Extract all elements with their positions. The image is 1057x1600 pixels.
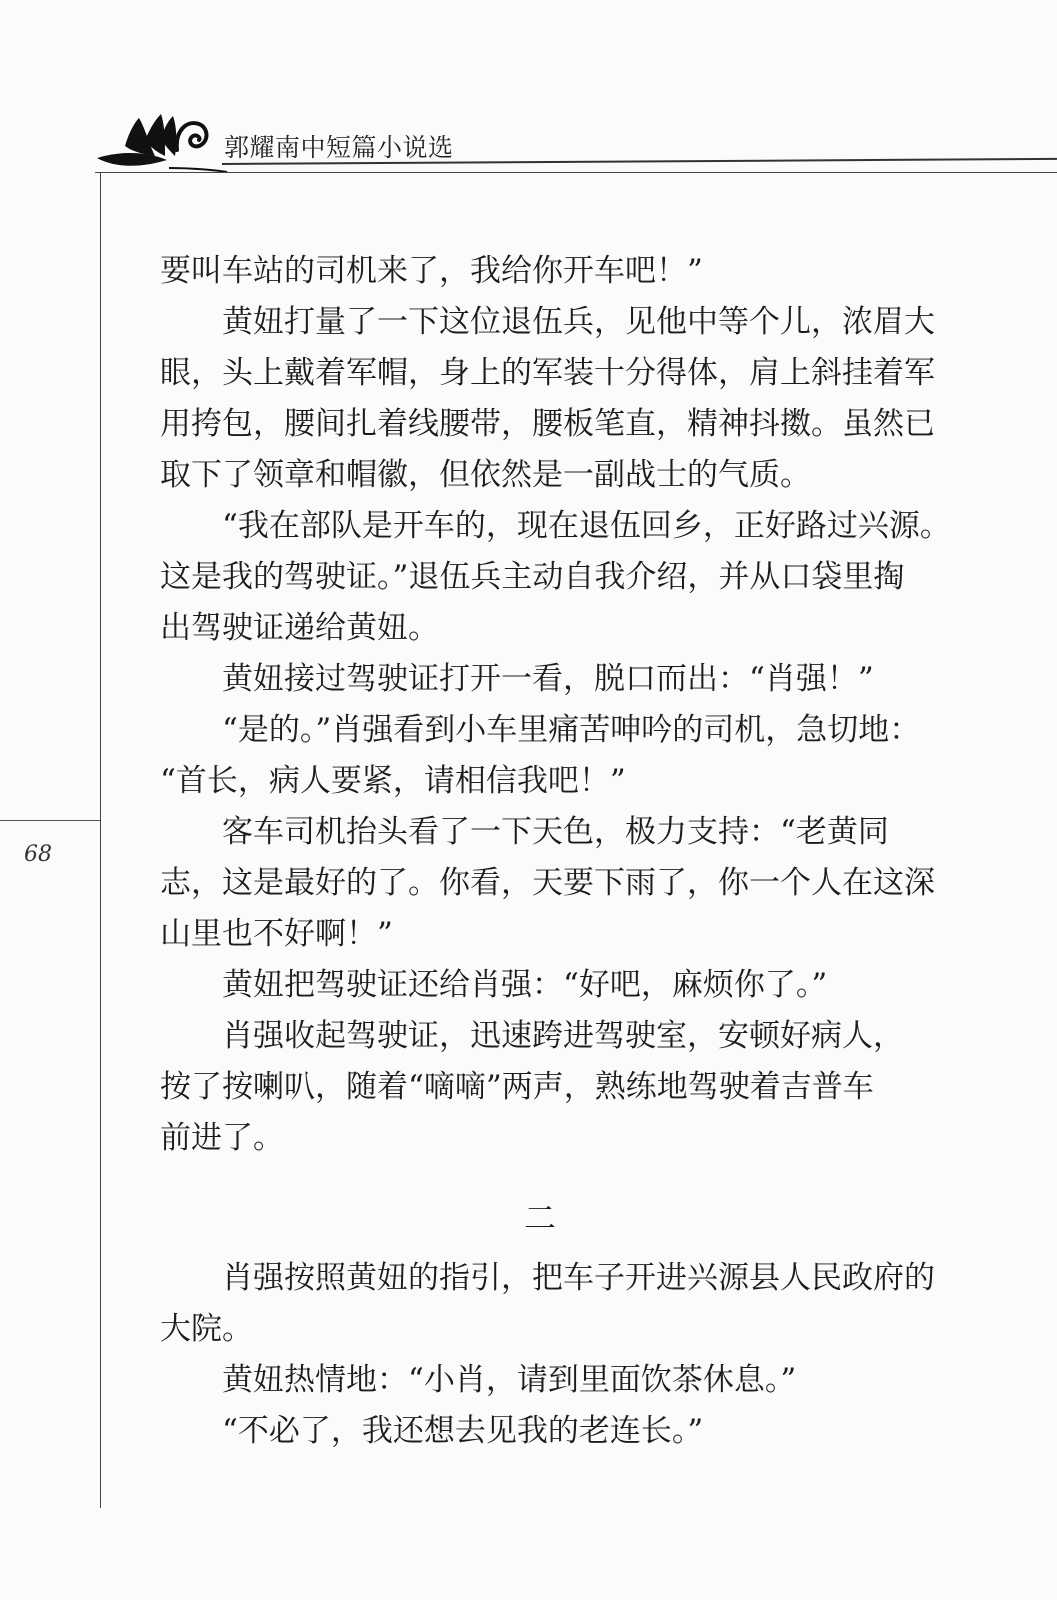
text-line: 取下了领章和帽徽，但依然是一副战士的气质。 (160, 457, 811, 493)
frame-top-rule (95, 172, 1057, 173)
frame-left-rule (100, 172, 101, 1508)
text-line: 用挎包，腰间扎着线腰带，腰板笔直，精神抖擞。虽然已 (160, 406, 935, 442)
section-number: 二 (523, 1199, 556, 1237)
swirl-ornament-icon (95, 110, 230, 172)
body-text (160, 246, 951, 1164)
text-line: 黄妞热情地：“小肖，请到里面饮茶休息。” (160, 1362, 797, 1398)
text-line: 山里也不好啊！” (160, 916, 393, 952)
text-line: 这是我的驾驶证。”退伍兵主动自我介绍，并从口袋里掏 (160, 559, 905, 595)
text-line: 出驾驶证递给黄妞。 (160, 610, 439, 646)
text-line: 黄妞接过驾驶证打开一看，脱口而出：“肖强！” (160, 661, 874, 697)
text-line: 大院。 (160, 1311, 253, 1347)
text-line: 前进了。 (160, 1120, 284, 1156)
book-title: 郭耀南中短篇小说选 (224, 133, 454, 162)
page-number-rule (0, 820, 100, 821)
text-line: 志，这是最好的了。你看，天要下雨了，你一个人在这深 (160, 865, 935, 901)
text-line: 黄妞打量了一下这位退伍兵，见他中等个儿，浓眉大 (160, 304, 935, 340)
text-line: “我在部队是开车的，现在退伍回乡，正好路过兴源。 (160, 508, 951, 544)
running-header (0, 100, 1057, 170)
text-line: “首长，病人要紧，请相信我吧！” (160, 763, 626, 799)
text-line: 肖强收起驾驶证，迅速跨进驾驶室，安顿好病人， (160, 1018, 904, 1054)
text-line: 客车司机抬头看了一下天色，极力支持：“老黄同 (160, 814, 889, 850)
body-text-section-2 (160, 1253, 935, 1457)
text-line: 眼，头上戴着军帽，身上的军装十分得体，肩上斜挂着军 (160, 355, 935, 391)
text-line: 肖强按照黄妞的指引，把车子开进兴源县人民政府的 (160, 1260, 935, 1296)
text-line: “不必了，我还想去见我的老连长。” (160, 1413, 704, 1449)
text-line: “是的。”肖强看到小车里痛苦呻吟的司机，急切地： (160, 712, 921, 748)
text-line: 黄妞把驾驶证还给肖强：“好吧，麻烦你了。” (160, 967, 828, 1003)
page-number: 68 (24, 842, 52, 867)
text-line: 按了按喇叭，随着“嘀嘀”两声，熟练地驾驶着吉普车 (160, 1069, 874, 1105)
text-line: 要叫车站的司机来了，我给你开车吧！” (160, 253, 703, 289)
